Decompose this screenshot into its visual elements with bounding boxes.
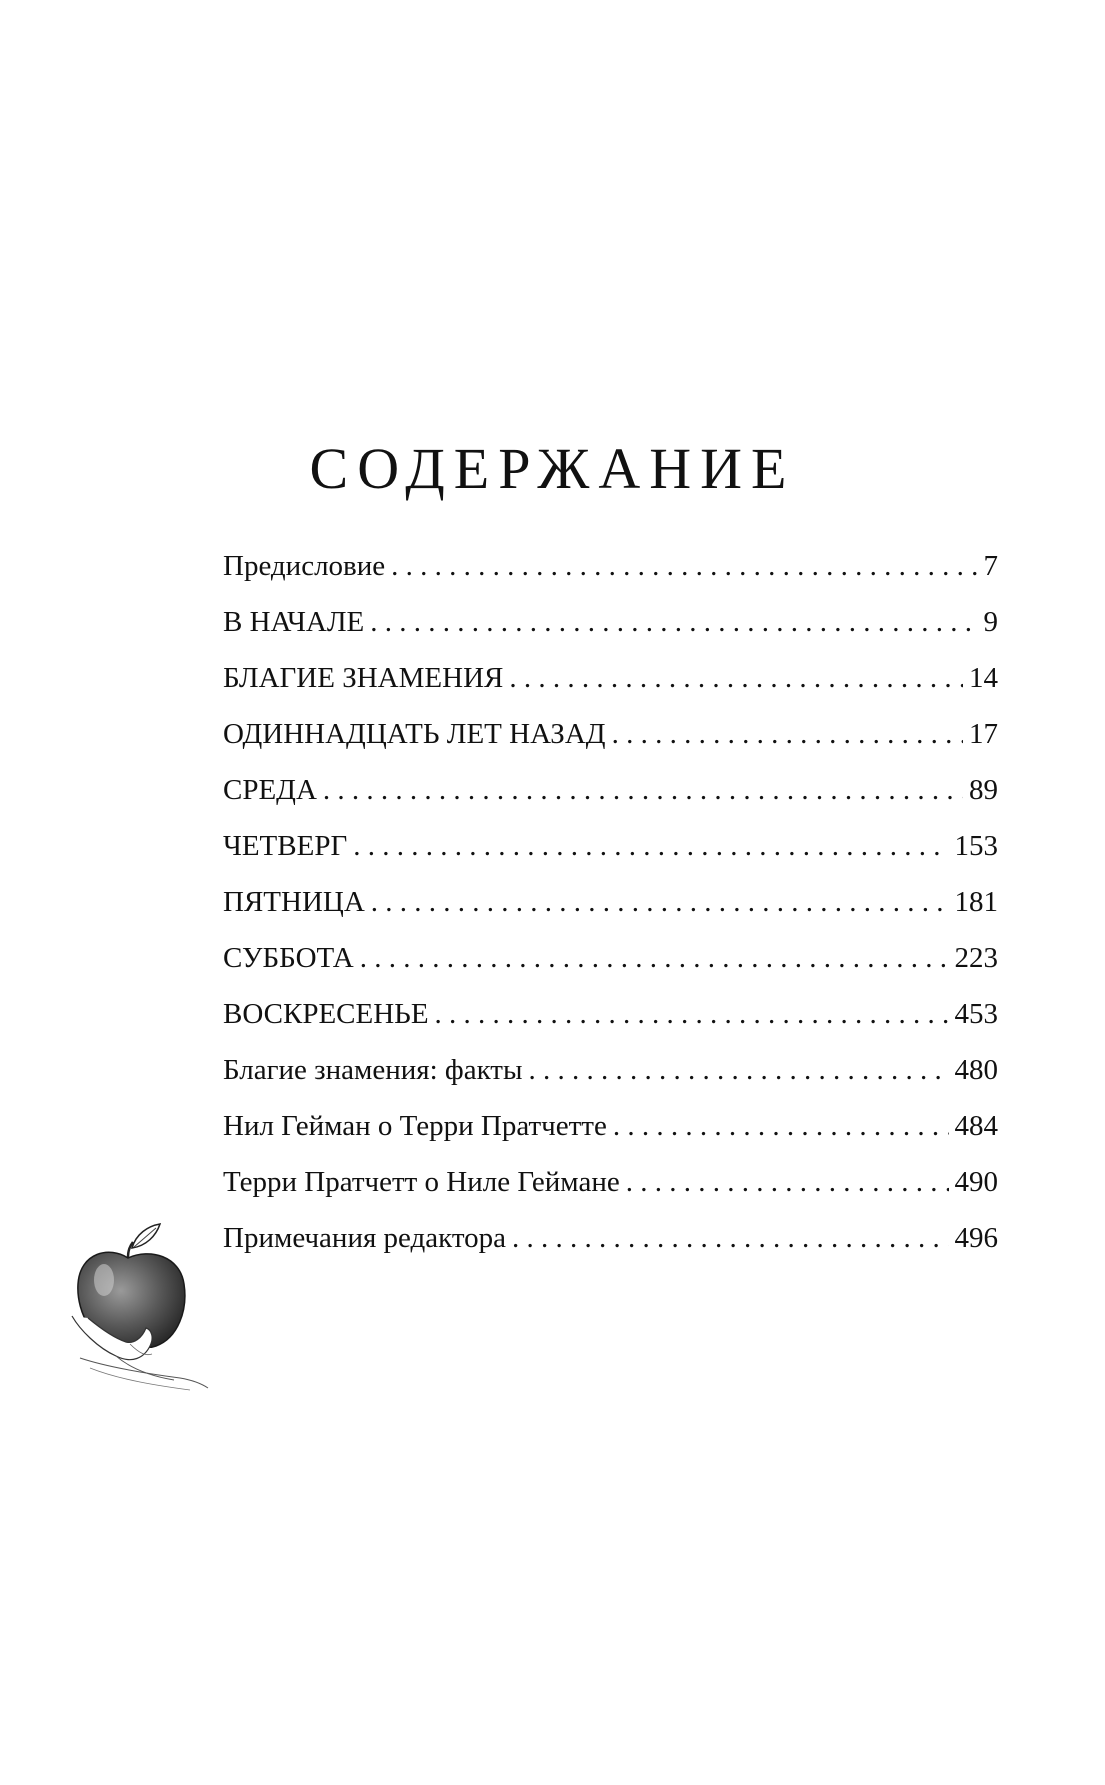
toc-entry-page: 484 [954,1110,998,1142]
dot-leader [626,1162,949,1202]
toc-entry-page: 490 [954,1166,998,1198]
toc-entry[interactable] [223,994,998,1050]
toc-entry[interactable] [223,658,998,714]
toc-entry-label: СРЕДА [223,774,317,806]
table-of-contents [223,546,998,1274]
toc-entry-label: Благие знамения: факты [223,1054,523,1086]
toc-entry[interactable] [223,1050,998,1106]
toc-entry[interactable] [223,770,998,826]
toc-entry-label: ВОСКРЕСЕНЬЕ [223,998,429,1030]
toc-entry-label: ПЯТНИЦА [223,886,365,918]
dot-leader [323,770,963,810]
dot-leader [360,938,949,978]
toc-entry-page: 496 [954,1222,998,1254]
toc-entry-label: ЧЕТВЕРГ [223,830,348,862]
toc-entry-label: СУББОТА [223,942,354,974]
toc-entry-page: 480 [954,1054,998,1086]
toc-entry[interactable] [223,882,998,938]
dot-leader [391,546,977,586]
toc-entry[interactable] [223,826,998,882]
dot-leader [528,1050,948,1090]
toc-entry-label: В НАЧАЛЕ [223,606,365,638]
dot-leader [613,1106,949,1146]
dot-leader [512,1218,948,1258]
toc-entry-page: 14 [969,662,998,694]
dot-leader [435,994,949,1034]
toc-entry-page: 7 [983,550,998,582]
toc-entry[interactable] [223,1218,998,1274]
toc-entry-label: БЛАГИЕ ЗНАМЕНИЯ [223,662,504,694]
toc-entry-label: Предисловие [223,550,386,582]
toc-entry[interactable] [223,1162,998,1218]
toc-entry-label: Примечания редактора [223,1222,507,1254]
toc-entry-page: 89 [969,774,998,806]
toc-entry-page: 153 [954,830,998,862]
dot-leader [612,714,963,754]
toc-entry-label: Нил Гейман о Терри Пратчетте [223,1110,607,1142]
toc-entry-label: Терри Пратчетт о Ниле Геймане [223,1166,620,1198]
toc-entry-page: 181 [954,886,998,918]
toc-entry-page: 17 [969,718,998,750]
dot-leader [353,826,948,866]
toc-entry-page: 453 [954,998,998,1030]
dot-leader [509,658,963,698]
toc-entry-page: 9 [983,606,998,638]
page-title: СОДЕРЖАНИЕ [309,436,796,501]
apple-in-hand-icon [70,1218,210,1398]
toc-entry-label: ОДИННАДЦАТЬ ЛЕТ НАЗАД [223,718,606,750]
toc-entry[interactable] [223,714,998,770]
dot-leader [370,602,977,642]
dot-leader [371,882,949,922]
toc-entry[interactable] [223,546,998,602]
toc-entry[interactable] [223,938,998,994]
toc-entry[interactable] [223,1106,998,1162]
toc-entry-page: 223 [954,942,998,974]
toc-entry[interactable] [223,602,998,658]
